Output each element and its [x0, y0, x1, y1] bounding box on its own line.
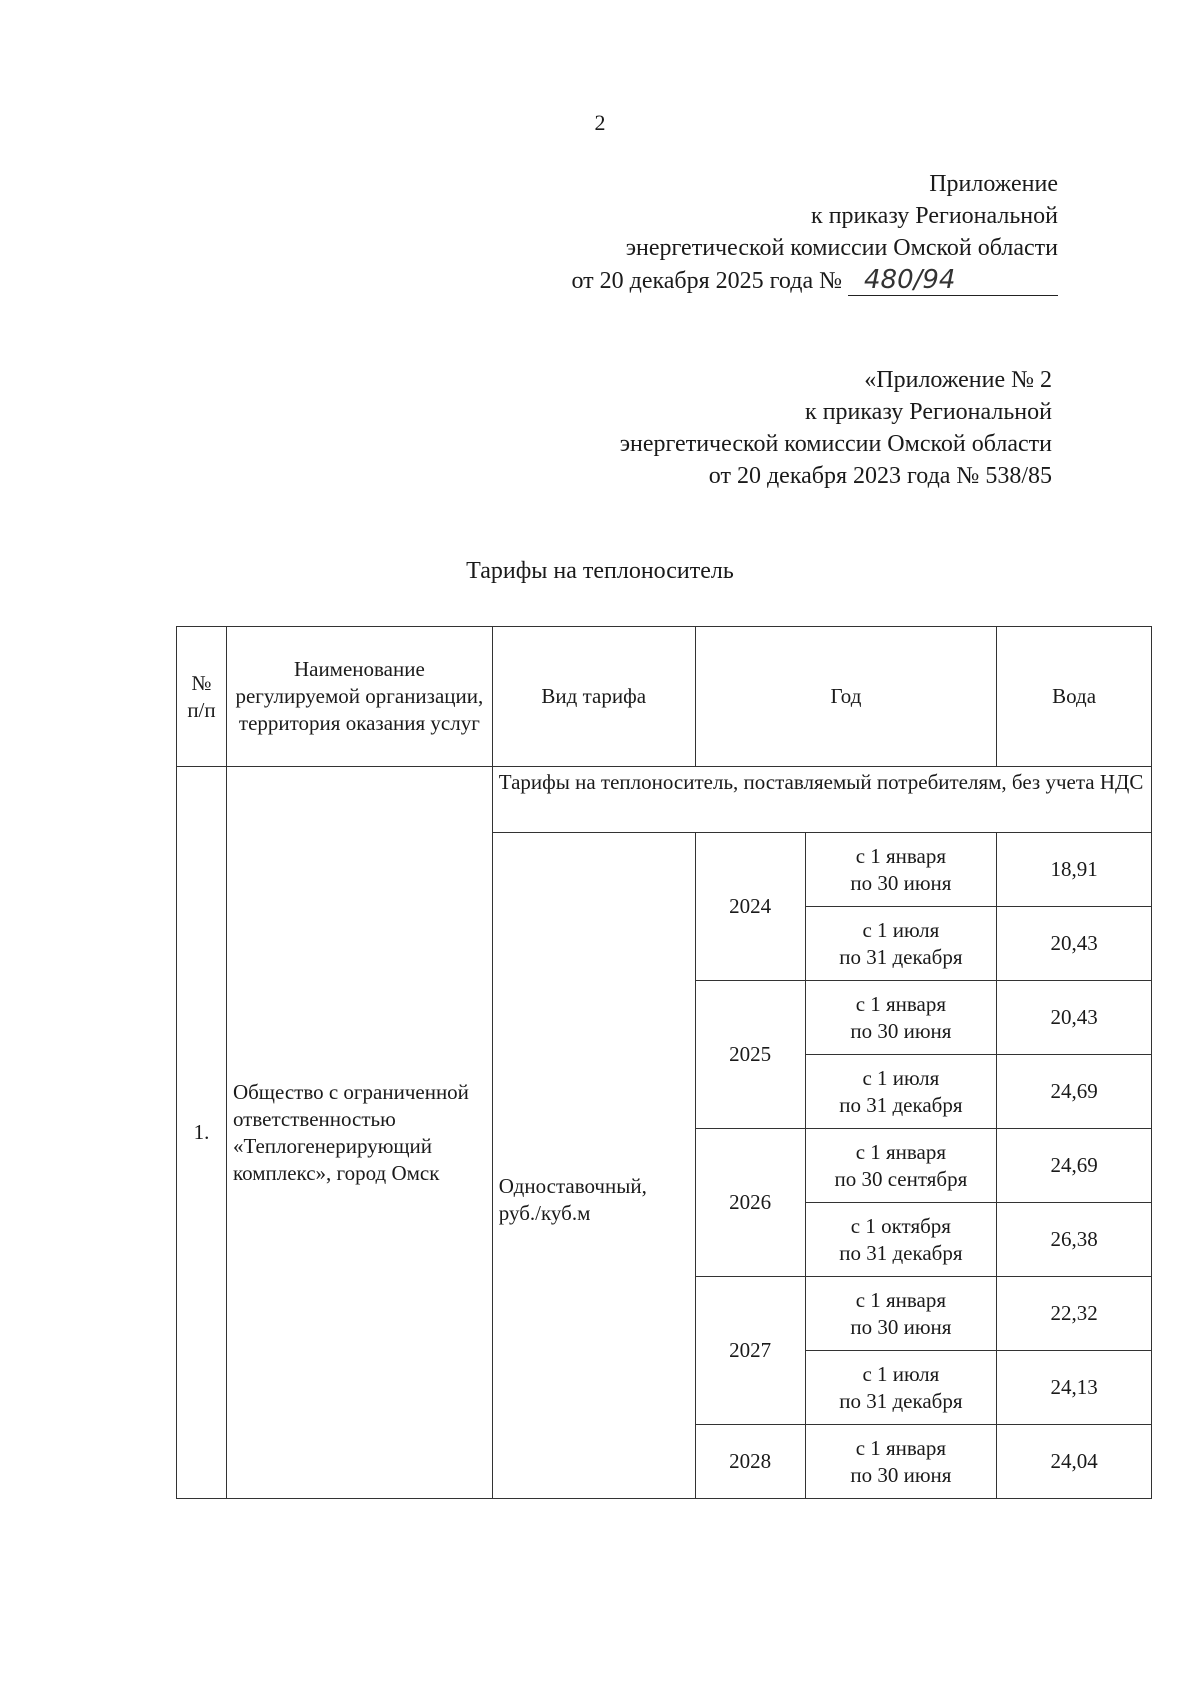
period-cell [805, 1425, 997, 1499]
water-value: 20,43 [997, 907, 1152, 981]
period-start: с 1 июля [862, 917, 940, 942]
header-water: Вода [997, 627, 1152, 767]
water-value: 18,91 [997, 833, 1152, 907]
period-cell [805, 1203, 997, 1277]
period-end: по 30 июня [850, 1462, 952, 1487]
appendix-line-3: энергетической комиссии Омской области [625, 235, 1058, 261]
period-end: по 30 июня [850, 1314, 952, 1339]
year-cell: 2024 [695, 833, 805, 981]
prior-appendix-line-4: от 20 декабря 2023 года № 538/85 [708, 463, 1052, 489]
period-end: по 30 июня [850, 1018, 952, 1043]
period-start: с 1 июля [862, 1065, 940, 1090]
period-end: по 31 декабря [839, 944, 963, 969]
row-number: 1. [177, 767, 227, 1499]
table-row [177, 767, 1152, 833]
period-start: с 1 января [855, 1435, 947, 1460]
period-cell [805, 1351, 997, 1425]
section-title: Тарифы на теплоноситель, поставляемый потребителям, без учета НДС [492, 767, 1151, 833]
table-title: Тарифы на теплоноситель [466, 558, 734, 584]
water-value: 24,13 [997, 1351, 1152, 1425]
water-value: 20,43 [997, 981, 1152, 1055]
year-cell: 2027 [695, 1277, 805, 1425]
period-start: с 1 января [855, 1139, 947, 1164]
header-organization: Наименование регулируемой организации, территория оказания услуг [226, 627, 492, 767]
period-start: с 1 января [855, 843, 947, 868]
year-cell: 2026 [695, 1129, 805, 1277]
water-value: 24,69 [997, 1129, 1152, 1203]
water-value: 22,32 [997, 1277, 1152, 1351]
period-end: по 31 декабря [839, 1388, 963, 1413]
water-value: 26,38 [997, 1203, 1152, 1277]
header-tariff-type: Вид тарифа [492, 627, 695, 767]
period-end: по 30 июня [850, 870, 952, 895]
period-end: по 31 декабря [839, 1092, 963, 1117]
prior-appendix-line-2: к приказу Региональной [805, 399, 1052, 425]
period-cell [805, 833, 997, 907]
period-start: с 1 января [855, 1287, 947, 1312]
period-start: с 1 октября [850, 1213, 951, 1238]
period-cell [805, 1129, 997, 1203]
tariff-type: Одноставочный, руб./куб.м [492, 833, 695, 1499]
appendix-header [571, 168, 1058, 297]
table-header-row [177, 627, 1152, 767]
prior-appendix-header [620, 364, 1052, 492]
page-number: 2 [594, 110, 606, 135]
appendix-line-2: к приказу Региональной [811, 203, 1058, 229]
organization-name: Общество с ограниченной ответственностью «Теплогенерирующий комплекс», город Омск [226, 767, 492, 1499]
tariff-table [176, 626, 1152, 1499]
period-cell [805, 1055, 997, 1129]
water-value: 24,04 [997, 1425, 1152, 1499]
period-start: с 1 июля [862, 1361, 940, 1386]
year-cell: 2028 [695, 1425, 805, 1499]
appendix-line-4 [571, 264, 1058, 297]
prior-appendix-line-3: энергетической комиссии Омской области [619, 431, 1052, 457]
handwritten-order-number: 480/94 [848, 264, 1058, 296]
period-cell [805, 907, 997, 981]
period-start: с 1 января [855, 991, 947, 1016]
header-year: Год [695, 627, 997, 767]
period-cell [805, 1277, 997, 1351]
water-value: 24,69 [997, 1055, 1152, 1129]
appendix-date-prefix: от 20 декабря 2025 года № [571, 268, 842, 294]
period-end: по 31 декабря [839, 1240, 963, 1265]
appendix-line-1: Приложение [929, 171, 1058, 197]
period-end: по 30 сентября [834, 1166, 968, 1191]
period-cell [805, 981, 997, 1055]
header-num: № п/п [177, 627, 227, 767]
year-cell: 2025 [695, 981, 805, 1129]
prior-appendix-line-1: «Приложение № 2 [864, 367, 1052, 393]
